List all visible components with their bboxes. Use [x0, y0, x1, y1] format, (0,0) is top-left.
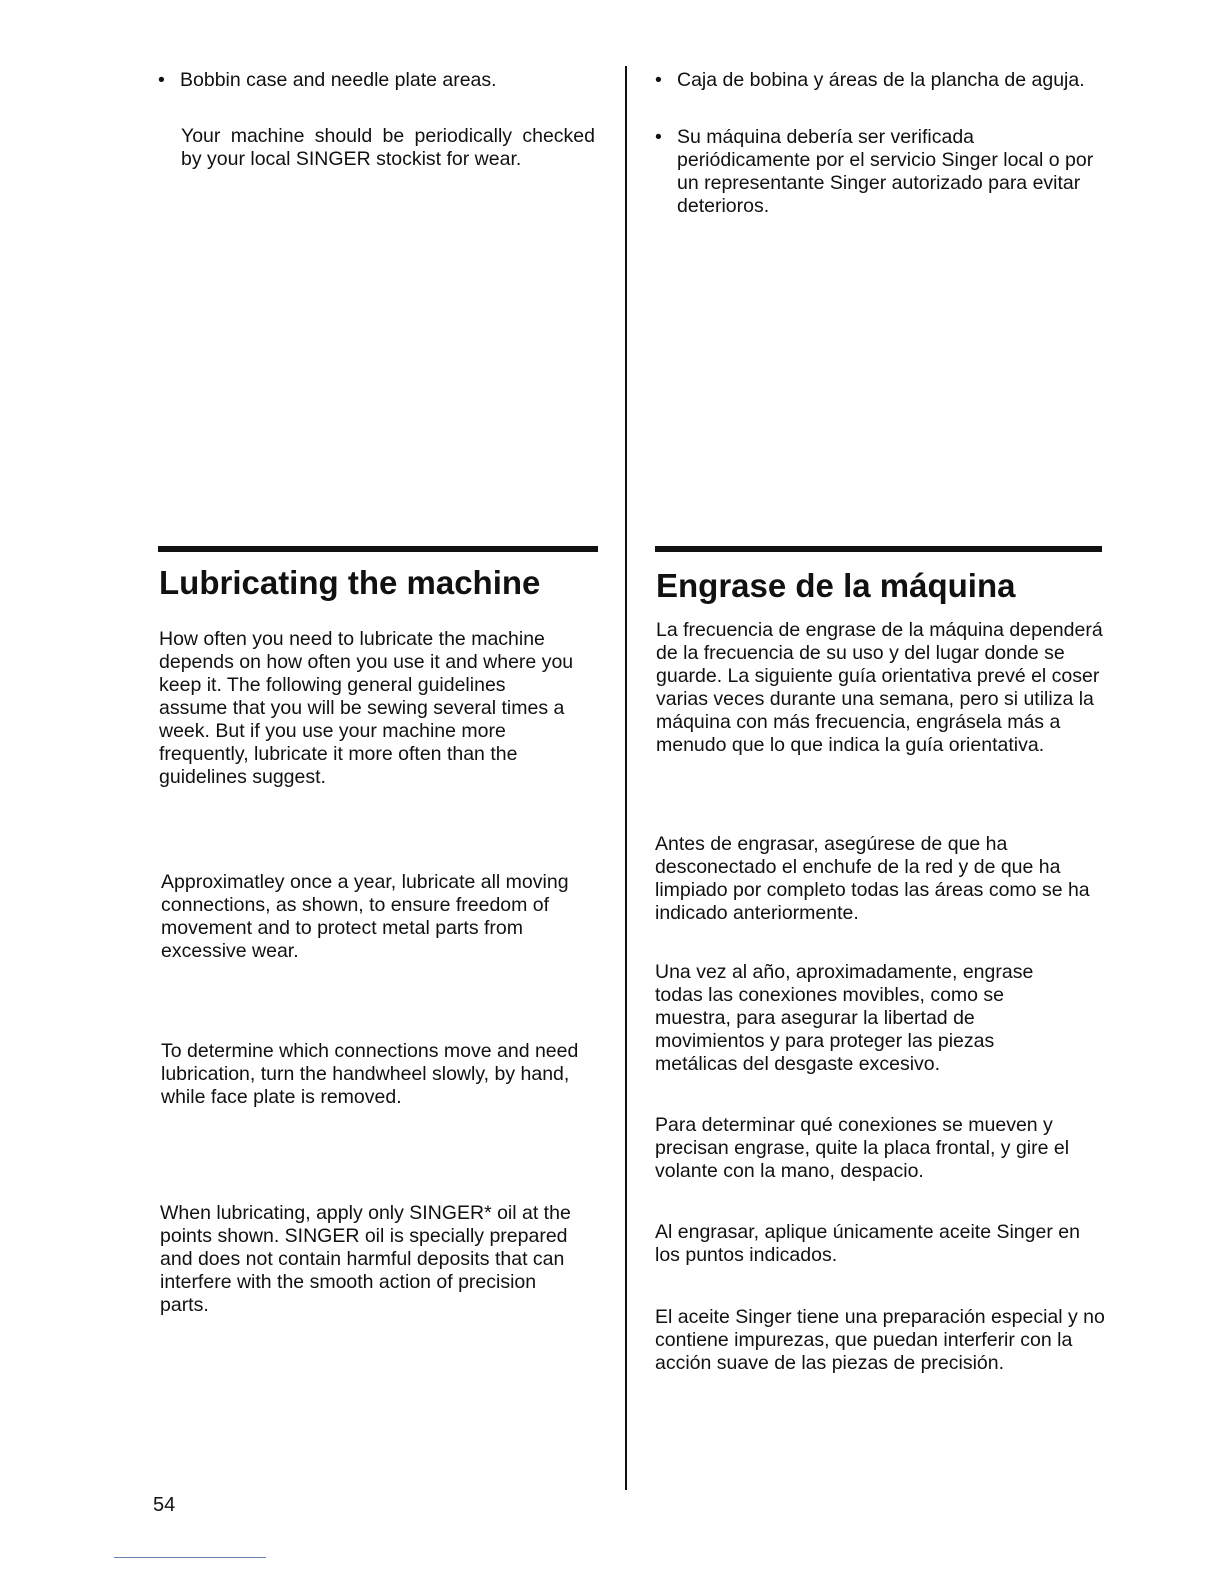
paragraph-once-a-year: Approximatley once a year, lubricate all moving connections, as shown, to ensure freedom of movement and to protect metal parts from excessive wear.: [161, 871, 569, 962]
bullet-glyph: •: [655, 126, 662, 148]
paragraph-singer-oil: When lubricating, apply only SINGER* oil at the points shown. SINGER oil is specially prepared and does not contain harmful deposits that can interfere with the smooth action of precision parts.: [160, 1202, 571, 1316]
bullet-item-verificada: [655, 126, 1107, 218]
bullet-glyph: •: [655, 69, 662, 91]
paragraph-frecuencia: La frecuencia de engrase de la máquina dependerá de la frecuencia de su uso y del lugar donde se guarde. La siguiente guía orientativa prevé el coser varias veces durante una semana, pero si utiliza la máquina con más frecuencia, engrásela más a menudo que lo que indica la guía orientativa.: [656, 619, 1103, 756]
bullet-item-caja: [655, 69, 1097, 92]
paragraph-periodic-check: Your machine should be periodically checked by your local SINGER stockist for wear.: [181, 125, 595, 170]
paragraph-antes-de-engrasar: Antes de engrasar, asegúrese de que ha desconectado el enchufe de la red y de que ha limpiado por completo todas las áreas como se ha indicado anteriormente.: [655, 833, 1090, 924]
paragraph-aceite-singer: El aceite Singer tiene una preparación especial y no contiene impurezas, que puedan interferir con la acción suave de las piezas de precisión.: [655, 1306, 1105, 1374]
section-heading-left: Lubricating the machine: [159, 564, 541, 601]
section-heading-right: Engrase de la máquina: [656, 567, 1016, 604]
heading-rule-left: [158, 546, 598, 552]
paragraph-una-vez-al-ano: Una vez al año, aproximadamente, engrase todas las conexiones movibles, como se muestra, para asegurar la libertad de movimientos y para proteger las piezas metálicas del desgaste excesivo.: [655, 961, 1034, 1075]
heading-rule-right: [655, 546, 1102, 552]
footer-line: [114, 1557, 266, 1558]
page-number: 54: [153, 1494, 176, 1516]
bullet-item-bobbin: [158, 69, 600, 92]
bullet-text: Su máquina debería ser verificada periódicamente por el servicio Singer local o por un representante Singer autorizado para evitar deterioros.: [677, 126, 1094, 217]
paragraph-determine-connections: To determine which connections move and need lubrication, turn the handwheel slowly, by hand, while face plate is removed.: [161, 1040, 579, 1108]
paragraph-how-often: How often you need to lubricate the machine depends on how often you use it and where you keep it. The following general guidelines assume that you will be sewing several times a week. But if you use your machine more frequently, lubricate it more often than the guidelines suggest.: [159, 628, 574, 788]
paragraph-al-engrasar: Al engrasar, aplique únicamente aceite Singer en los puntos indicados.: [655, 1221, 1080, 1266]
bullet-text: Caja de bobina y áreas de la plancha de aguja.: [677, 69, 1085, 91]
bullet-text: Bobbin case and needle plate areas.: [180, 69, 497, 91]
column-divider: [625, 66, 627, 1490]
paragraph-determinar-conexiones: Para determinar qué conexiones se mueven y precisan engrase, quite la placa frontal, y gire el volante con la mano, despacio.: [655, 1114, 1070, 1182]
bullet-glyph: •: [158, 69, 165, 91]
